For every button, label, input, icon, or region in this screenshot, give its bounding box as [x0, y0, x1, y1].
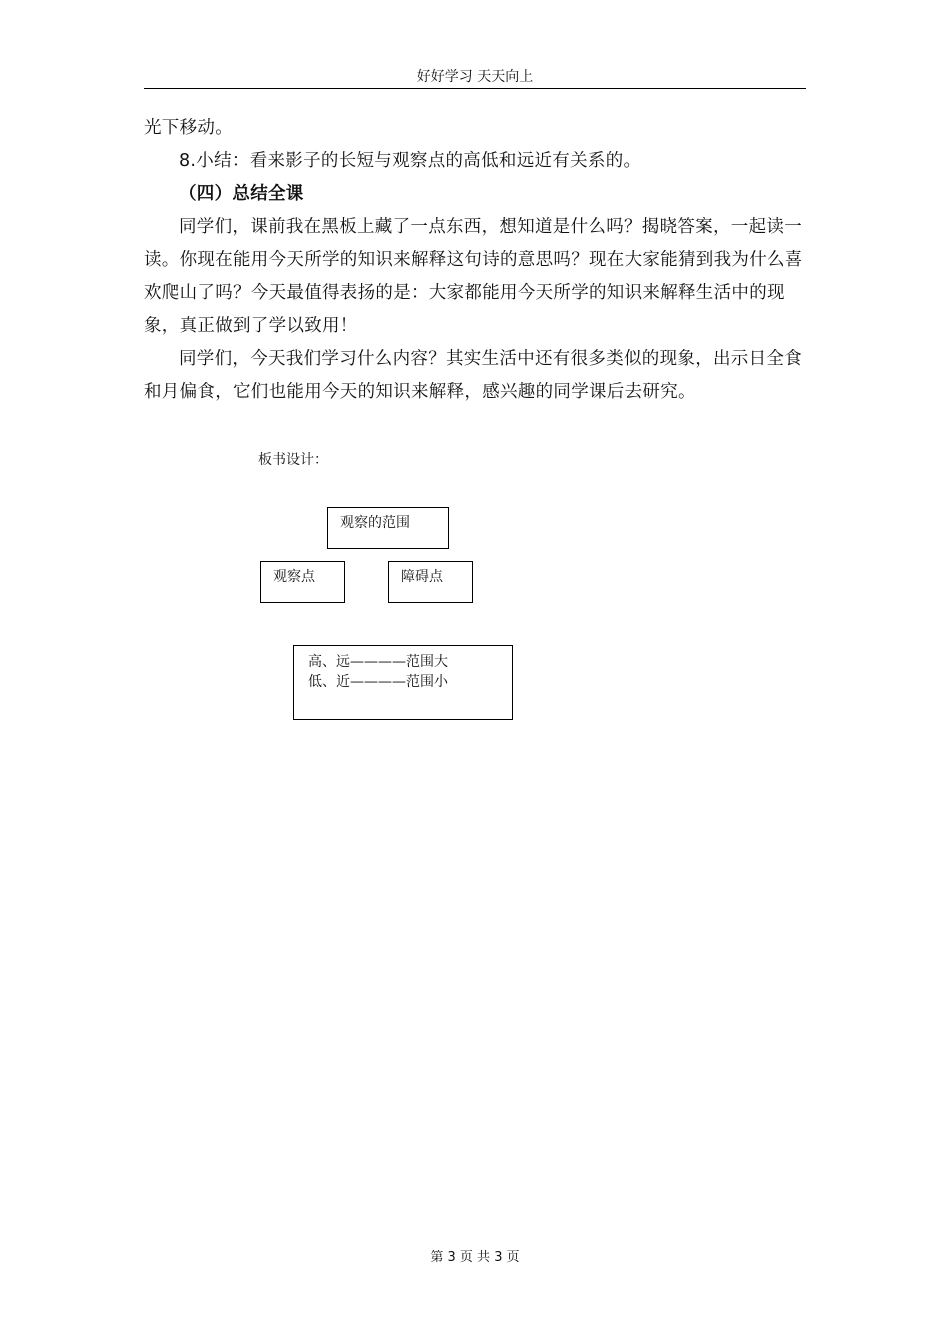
box-point-text: 观察点	[273, 569, 315, 585]
document-body	[144, 112, 806, 409]
box-obstacle-text: 障碍点	[401, 569, 443, 585]
summary-line-high-far: 高、远————范围大	[308, 654, 448, 670]
box-summary	[293, 645, 513, 720]
board-design-label: 板书设计：	[258, 452, 328, 468]
header-divider	[144, 88, 806, 89]
box-observation-point	[260, 561, 345, 603]
summary-line-low-near: 低、近————范围小	[308, 674, 448, 690]
page-footer: 第 3 页 共 3 页	[430, 1250, 520, 1265]
item-number: 8.	[179, 151, 197, 171]
item-text: 小结：看来影子的长短与观察点的高低和远近有关系的。	[196, 151, 642, 171]
box-obstacle-point	[388, 561, 473, 603]
page-header: 好好学习 天天向上	[416, 69, 534, 85]
summary-item-8	[144, 145, 806, 178]
section-heading: （四）总结全课	[179, 184, 304, 204]
box-observation-scope	[327, 507, 449, 549]
continued-line: 光下移动。	[144, 118, 233, 138]
paragraph-2: 同学们，今天我们学习什么内容？其实生活中还有很多类似的现象，出示日全食和月偏食，它们也能用今天的知识来解释，感兴趣的同学课后去研究。	[144, 349, 802, 402]
paragraph-1: 同学们，课前我在黑板上藏了一点东西，想知道是什么吗？揭晓答案，一起读一读。你现在能用今天所学的知识来解释这句诗的意思吗？现在大家能猜到我为什么喜欢爬山了吗？今天最值得表扬的是：大家都能用今天所学的知识来解释生活中的现象，真正做到了学以致用！	[144, 217, 803, 336]
box-scope-text: 观察的范围	[340, 515, 410, 531]
